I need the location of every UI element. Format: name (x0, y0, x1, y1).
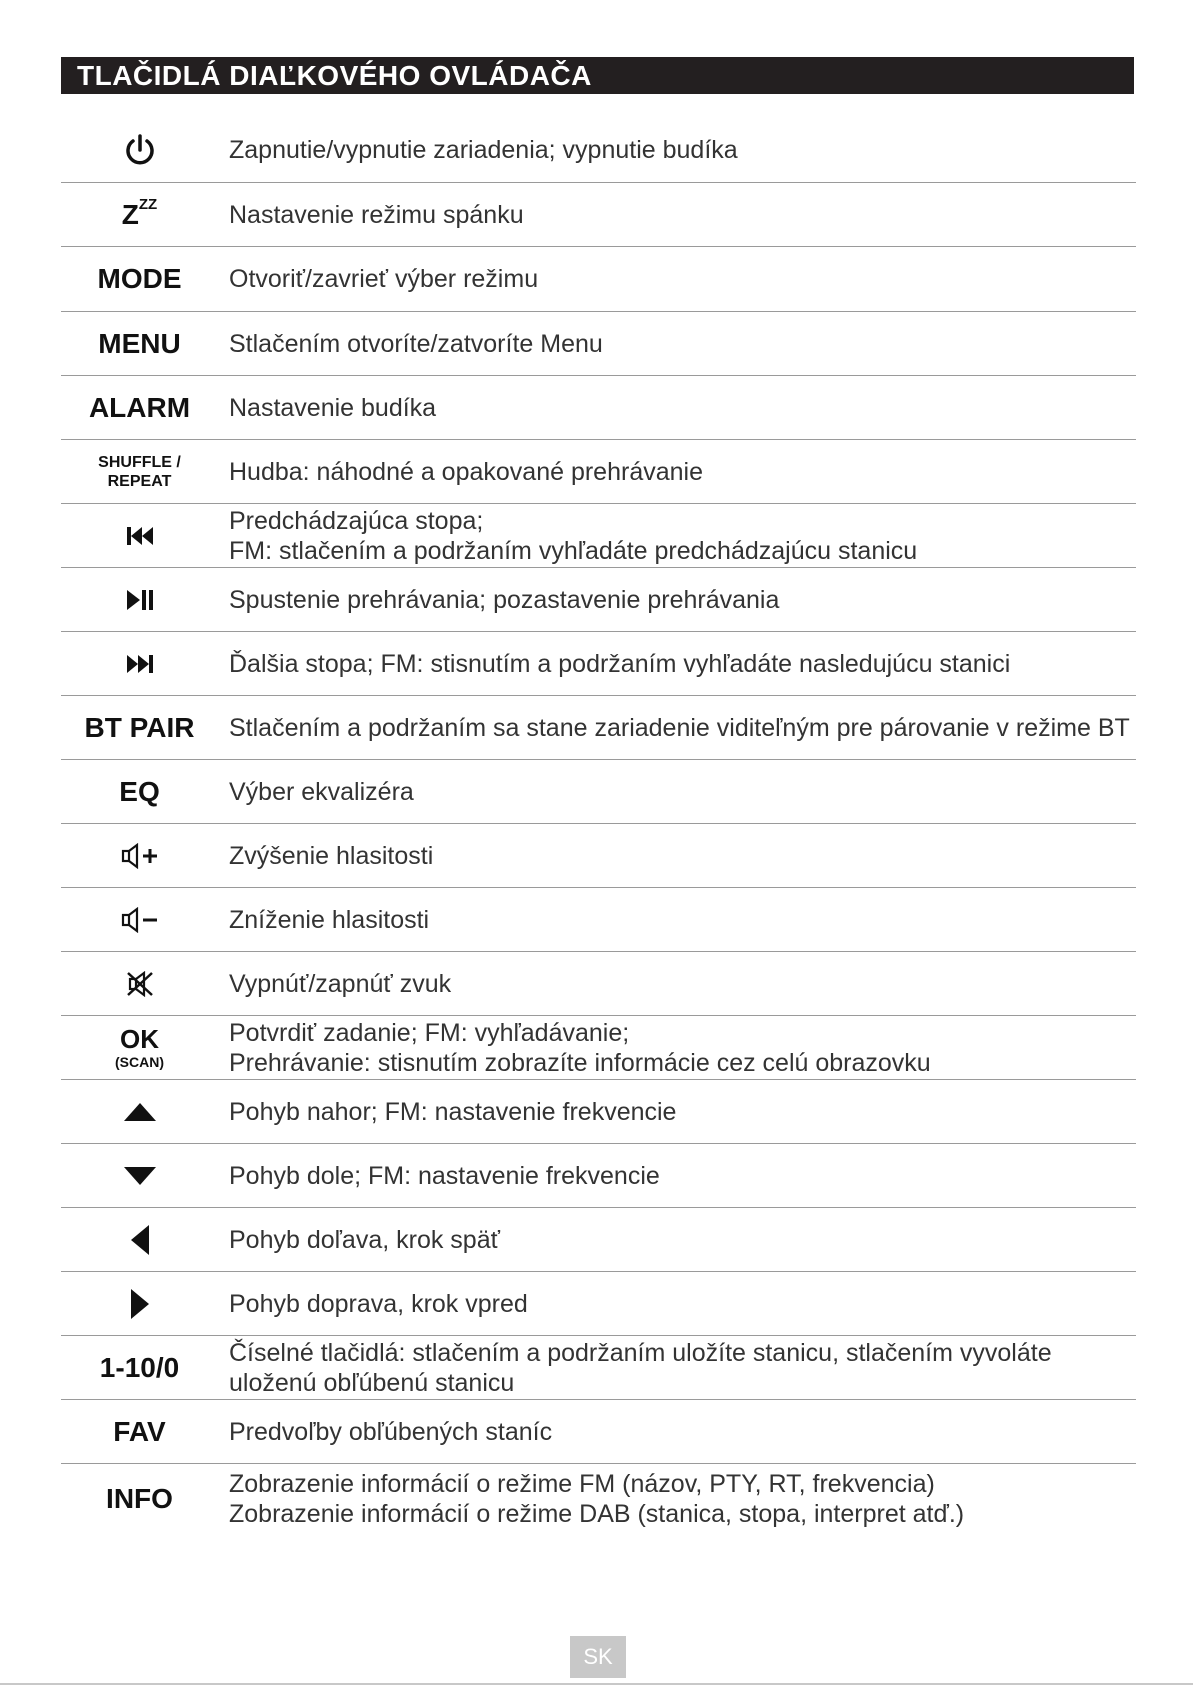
key-label: 1-10/0 (99, 1351, 180, 1383)
sleep-key-superscript: ZZ (138, 196, 158, 214)
description (218, 1469, 1136, 1529)
description-line: FM: stlačením a podržaním vyhľadáte predchádzajúcu stanicu (229, 536, 918, 565)
description-line: Nastavenie budíka (229, 393, 437, 422)
key-cell (61, 453, 218, 491)
description (218, 969, 1136, 999)
table-row (61, 440, 1136, 504)
description-line: Pohyb dole; FM: nastavenie frekvencie (229, 1161, 660, 1190)
description-line: Hudba: náhodné a opakované prehrávanie (229, 457, 703, 486)
table-row (61, 1080, 1136, 1144)
table-row (61, 247, 1136, 312)
key-cell (61, 1026, 218, 1069)
key-cell (61, 1288, 218, 1320)
table-row (61, 568, 1136, 632)
key-cell (61, 1416, 218, 1448)
key-cell (61, 328, 218, 360)
description-line: Nastavenie režimu spánku (229, 200, 524, 229)
key-cell (61, 1483, 218, 1515)
description (218, 841, 1136, 871)
description (218, 135, 1136, 165)
description-line: Zobrazenie informácií o režime FM (názov, PTY, RT, frekvencia) (229, 1470, 935, 1498)
description (218, 585, 1136, 615)
description (218, 457, 1136, 487)
mute-icon (125, 971, 155, 997)
description-line: uloženú obľúbenú stanicu (229, 1368, 515, 1397)
key-label: FAV (113, 1415, 166, 1447)
key-label: INFO (106, 1483, 173, 1514)
key-label: SHUFFLE / (98, 453, 181, 471)
next-track-icon (125, 653, 155, 675)
key-label: BT PAIR (84, 711, 195, 743)
description-line: Ďalšia stopa; FM: stisnutím a podržaním vyhľadáte nasledujúcu stanici (229, 649, 1011, 678)
key-cell (61, 971, 218, 997)
volume-down-icon (120, 907, 160, 933)
description (218, 649, 1136, 679)
table-row (61, 1400, 1136, 1464)
description (218, 1289, 1136, 1319)
description (218, 1097, 1136, 1127)
description (218, 713, 1136, 743)
description-line: Číselné tlačidlá: stlačením a podržaním uložíte stanicu, stlačením vyvoláte (229, 1338, 1052, 1367)
description-line: Otvoriť/zavrieť výber režimu (229, 265, 539, 293)
page-title: TLAČIDLÁ DIAĽKOVÉHO OVLÁDAČA (61, 57, 1134, 94)
description (218, 1161, 1136, 1191)
description-line: Zobrazenie informácií o režime DAB (stanica, stopa, interpret atď.) (229, 1500, 965, 1528)
table-row (61, 1464, 1136, 1534)
table-row (61, 118, 1136, 183)
description-line: Pohyb doprava, krok vpred (229, 1289, 528, 1318)
volume-up-icon (120, 843, 160, 869)
description (218, 1225, 1136, 1255)
key-cell (61, 525, 218, 547)
key-label-line2: REPEAT (107, 472, 172, 490)
table-row (61, 1208, 1136, 1272)
description-line: Zníženie hlasitosti (229, 905, 430, 934)
description-line: Pohyb nahor; FM: nastavenie frekvencie (229, 1097, 677, 1126)
table-row (61, 312, 1136, 376)
table-row (61, 504, 1136, 568)
key-label: OK (120, 1024, 159, 1054)
key-cell (61, 653, 218, 675)
table-row (61, 1016, 1136, 1080)
description (218, 264, 1136, 294)
shuffle-repeat-label (98, 453, 181, 491)
description (218, 777, 1136, 807)
table-row (61, 376, 1136, 440)
description-line: Výber ekvalizéra (229, 777, 414, 806)
power-icon (123, 133, 157, 167)
key-cell (61, 588, 218, 612)
description-line: Spustenie prehrávania; pozastavenie prehrávania (229, 585, 780, 614)
description (218, 1417, 1136, 1447)
description-line: Stlačením otvoríte/zatvoríte Menu (229, 329, 603, 358)
description-line: Zvýšenie hlasitosti (229, 841, 434, 870)
key-cell (61, 1352, 218, 1384)
key-cell (61, 1102, 218, 1122)
arrow-left-icon (129, 1224, 151, 1256)
play-pause-icon (125, 588, 155, 612)
description-line: Pohyb doľava, krok späť (229, 1225, 500, 1254)
description-line: Prehrávanie: stisnutím zobrazíte informácie cez celú obrazovku (229, 1048, 931, 1077)
language-badge: SK (570, 1636, 626, 1678)
key-label: ALARM (88, 391, 191, 423)
table-row (61, 183, 1136, 247)
table-row (61, 1336, 1136, 1400)
description (218, 1018, 1136, 1078)
previous-track-icon (125, 525, 155, 547)
description (218, 393, 1136, 423)
table-row (61, 888, 1136, 952)
key-cell (61, 1166, 218, 1186)
description-line: Predchádzajúca stopa; (229, 506, 484, 535)
arrow-right-icon (129, 1288, 151, 1320)
key-label: MENU (98, 327, 181, 359)
description-line: Predvoľby obľúbených staníc (229, 1417, 553, 1446)
key-cell (61, 776, 218, 808)
key-label: MODE (97, 263, 182, 294)
key-cell (61, 907, 218, 933)
key-cell (61, 712, 218, 744)
key-cell (61, 263, 218, 295)
description (218, 200, 1136, 230)
ok-scan-label (115, 1026, 164, 1069)
description-line: Potvrdiť zadanie; FM: vyhľadávanie; (229, 1018, 630, 1047)
description (218, 905, 1136, 935)
table-row (61, 952, 1136, 1016)
arrow-up-icon (123, 1102, 157, 1122)
table-row (61, 1272, 1136, 1336)
sleep-icon (121, 196, 158, 231)
table-row (61, 632, 1136, 696)
table-row (61, 824, 1136, 888)
arrow-down-icon (123, 1166, 157, 1186)
key-cell (61, 1224, 218, 1256)
key-cell (61, 196, 218, 231)
sleep-key-label: Z (121, 198, 139, 230)
description (218, 329, 1136, 359)
table-row (61, 696, 1136, 760)
description (218, 1338, 1136, 1398)
key-cell (61, 133, 218, 167)
description-line: Stlačením a podržaním sa stane zariadenie viditeľným pre párovanie v režime BT (229, 713, 1130, 742)
button-table (61, 118, 1136, 1534)
key-cell (61, 392, 218, 424)
description-line: Zapnutie/vypnutie zariadenia; vypnutie budíka (229, 136, 738, 164)
key-label: EQ (119, 775, 160, 807)
description-line: Vypnúť/zapnúť zvuk (229, 969, 452, 998)
table-row (61, 1144, 1136, 1208)
key-label-sub: (SCAN) (115, 1054, 164, 1070)
description (218, 506, 1136, 566)
table-row (61, 760, 1136, 824)
key-cell (61, 843, 218, 869)
